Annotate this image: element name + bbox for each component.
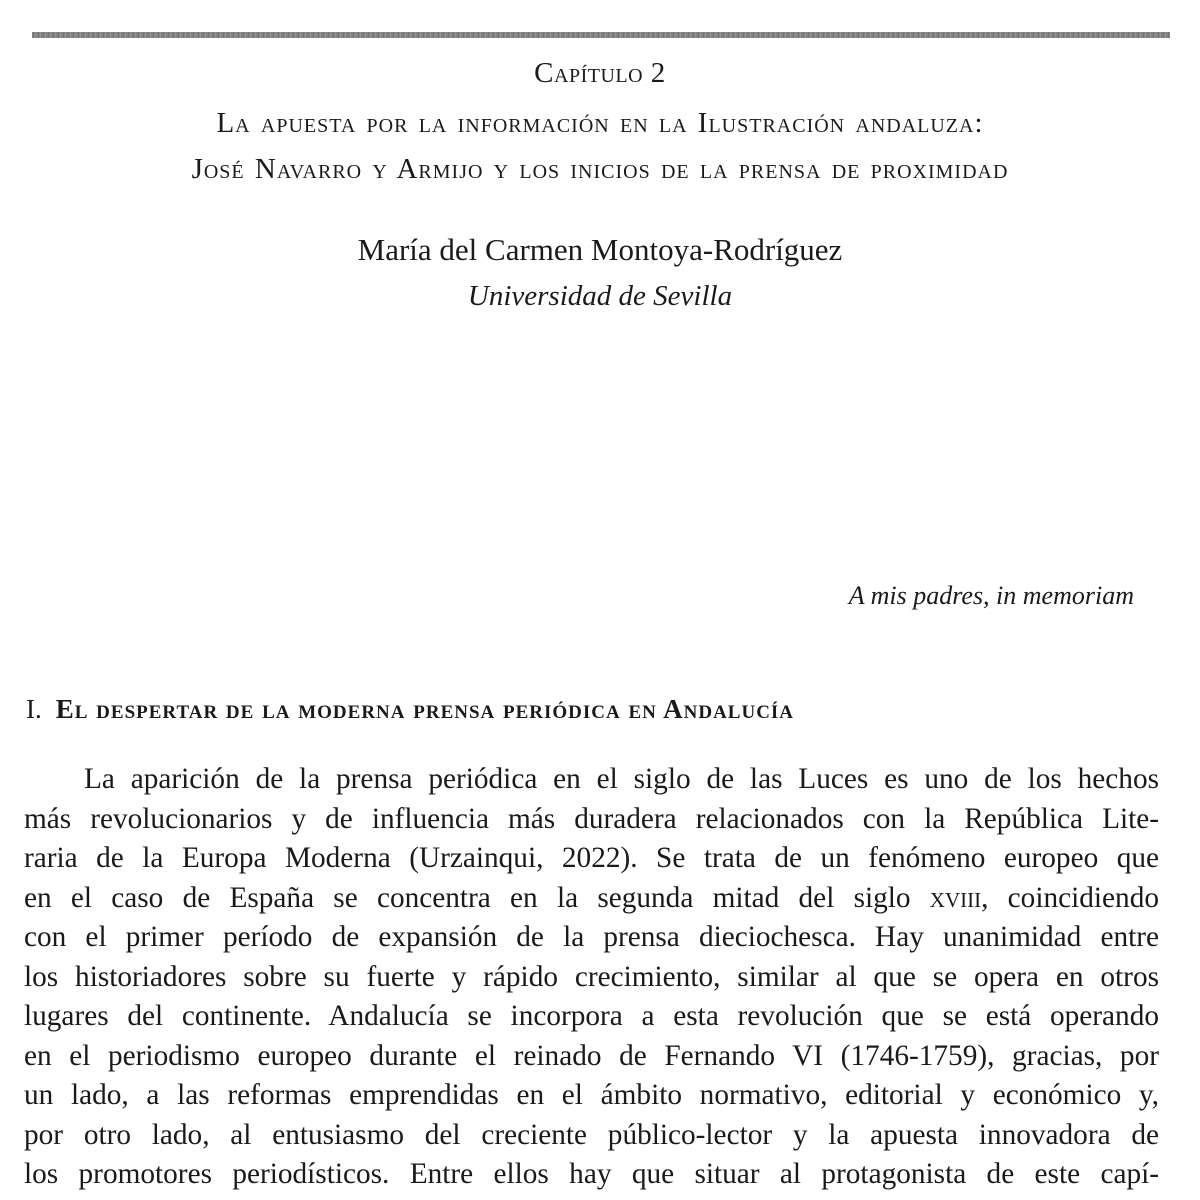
body-line: más revolucionarios y de influencia más duradera relacionados con la República Lite- [24,802,1159,835]
body-line: lugares del continente. Andalucía se incorpora a esta revolución que se está operando [24,1000,1159,1032]
chapter-label: Capítulo 2 [534,57,666,89]
author-affiliation: Universidad de Sevilla [467,280,733,312]
body-line: con el primer período de expansión de la prensa dieciochesca. Hay unanimidad entre [24,921,1159,953]
chapter-title-line-1: La apuesta por la información en la Ilustración andaluza: [216,107,984,139]
author-name: María del Carmen Montoya-Rodríguez [357,232,843,267]
section-title: El despertar de la moderna prensa periódica en Andalucía [55,694,795,724]
section-number: I. [26,694,42,724]
top-rule [32,32,1170,38]
chapter-title-line-2: José Navarro y Armijo y los inicios de la prensa de proximidad [191,153,1009,185]
body-line: La aparición de la prensa periódica en el siglo de las Luces es uno de los hechos [84,763,1159,795]
body-line: los promotores periodísticos. Entre ellos hay que situar al protagonista de este capí- [24,1158,1159,1190]
body-line: un lado, a las reformas emprendidas en el ámbito normativo, editorial y económico y, [24,1079,1159,1111]
body-line: raria de la Europa Moderna (Urzainqui, 2022). Se trata de un fenómeno europeo que [24,842,1159,874]
body-paragraph [24,760,1159,1195]
body-line: en el caso de España se concentra en la segunda mitad del siglo xviii, coincidiendo [24,881,1159,914]
dedication: A mis padres, in memoriam [848,581,1134,610]
body-line: los historiadores sobre su fuerte y rápido crecimiento, similar al que se opera en otros [24,960,1159,993]
section-heading [26,694,794,725]
body-line: en el periodismo europeo durante el reinado de Fernando VI (1746-1759), gracias, por [24,1039,1159,1072]
body-line: por otro lado, al entusiasmo del creciente público-lector y la apuesta innovadora de [24,1118,1159,1151]
chapter-title [30,100,1170,192]
